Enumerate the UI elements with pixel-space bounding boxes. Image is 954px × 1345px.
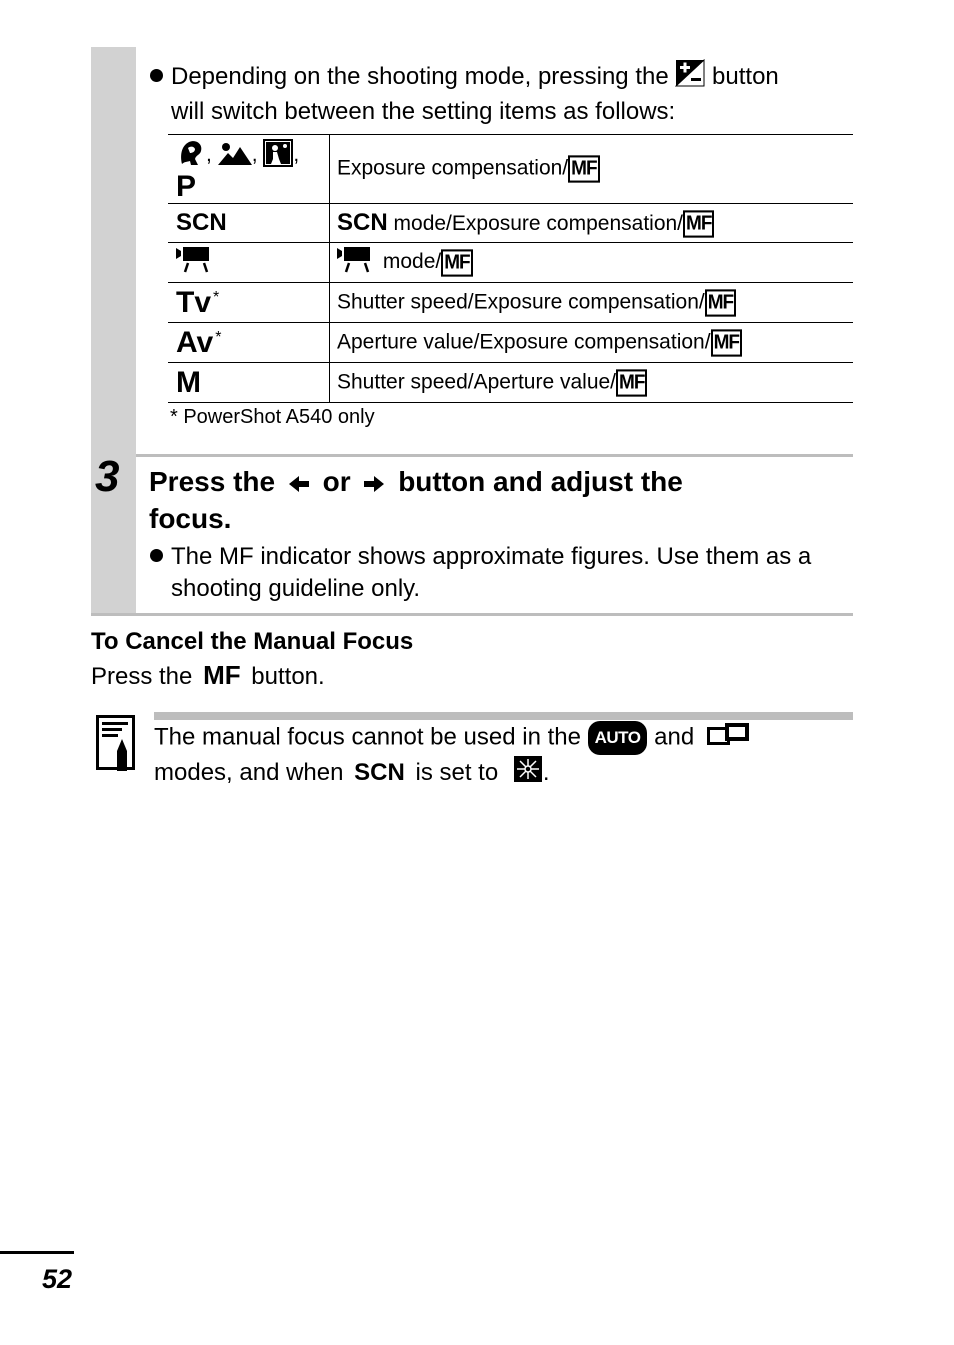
setting-cell: [330, 204, 854, 243]
mode-cell: [168, 135, 330, 204]
stitch-assist-icon: [707, 722, 751, 755]
mode-cell: [168, 243, 330, 283]
table-row: [168, 135, 853, 204]
setting-cell: [330, 323, 854, 363]
tv-mode-label: Tv: [176, 285, 212, 319]
table-row: [168, 243, 853, 283]
step-sidebar: [91, 47, 136, 615]
mf-icon: MF: [711, 329, 742, 356]
left-arrow-icon: [289, 466, 309, 501]
fireworks-icon: [513, 755, 543, 792]
bullet-dot: [150, 549, 163, 562]
av-mode-label: Av: [176, 325, 214, 359]
bullet2-line1: The MF indicator shows approximate figures. Use them as a: [171, 543, 812, 570]
bullet-dot: [150, 69, 163, 82]
note-period: .: [542, 758, 550, 786]
scn-mode-label: SCN: [337, 208, 388, 236]
note-set-to: is set to: [415, 758, 499, 786]
table-row: [168, 283, 853, 323]
note-text: [154, 721, 844, 792]
setting-cell: [330, 135, 854, 204]
note-line2: modes, and when: [154, 758, 344, 786]
bullet2-line2: shooting guideline only.: [171, 575, 421, 602]
footnote-marker: *: [215, 328, 222, 346]
note-and: and: [654, 723, 695, 751]
bullet-mf-indicator: [150, 541, 850, 605]
cancel-body: [91, 660, 325, 691]
setting-text: mode/: [382, 250, 442, 274]
movie-icon: [337, 246, 371, 280]
step-number: 3: [95, 452, 120, 501]
mode-cell: [168, 363, 330, 403]
cancel-text: button.: [251, 663, 325, 690]
separator: ,: [251, 142, 258, 166]
separator: ,: [206, 142, 212, 166]
heading-text: button and adjust the: [398, 466, 683, 497]
heading-line2: focus.: [149, 503, 232, 535]
scn-mode-label: SCN: [354, 758, 405, 786]
mf-icon: MF: [616, 369, 647, 396]
table-row: [168, 323, 853, 363]
heading-text: or: [322, 466, 351, 497]
bullet1-text-before: Depending on the shooting mode, pressing the: [171, 62, 669, 90]
note-line1: The manual focus cannot be used in the: [154, 723, 581, 751]
auto-icon: AUTO: [588, 721, 648, 755]
setting-items-table: [168, 134, 853, 403]
page-number: 52: [42, 1264, 73, 1294]
setting-cell: [330, 283, 854, 323]
page-number-rule: [0, 1251, 74, 1254]
mf-icon: MF: [203, 660, 241, 690]
bullet-setting-items: [150, 59, 840, 128]
mode-cell: [168, 323, 330, 363]
movie-icon: [176, 246, 210, 280]
table-row: [168, 204, 853, 243]
bullet1-line2: will switch between the setting items as follows:: [171, 98, 676, 125]
night-scene-icon: [263, 139, 293, 172]
note-divider: [154, 712, 853, 720]
section-bottom-rule: [91, 613, 853, 616]
program-mode-label: P: [176, 169, 197, 203]
heading-text: Press the: [149, 466, 276, 497]
mf-icon: MF: [705, 289, 736, 316]
separator: ,: [293, 142, 300, 166]
mf-icon: MF: [568, 155, 599, 182]
table-row: [168, 363, 853, 403]
setting-text: Aperture value/Exposure compensation/: [337, 330, 711, 354]
mode-cell: [168, 204, 330, 243]
setting-text: Shutter speed/Aperture value/: [337, 370, 617, 394]
right-arrow-icon: [364, 466, 384, 501]
mf-icon: MF: [683, 211, 714, 238]
portrait-icon: [176, 138, 206, 173]
bullet1-text-after: button: [712, 62, 779, 90]
mode-cell: [168, 283, 330, 323]
memo-note-icon: [96, 715, 138, 778]
manual-mode-label: M: [176, 365, 201, 399]
cancel-text: Press the: [91, 663, 193, 690]
landscape-icon: [218, 141, 252, 170]
step-heading: [149, 464, 829, 536]
mf-icon: MF: [441, 249, 472, 276]
setting-text: mode/Exposure compensation/: [393, 211, 684, 235]
table-footnote: * PowerShot A540 only: [170, 406, 375, 428]
setting-text: Shutter speed/Exposure compensation/: [337, 290, 705, 314]
footnote-marker: *: [213, 288, 220, 306]
scn-mode-label: SCN: [176, 209, 227, 236]
setting-cell: [330, 243, 854, 283]
setting-cell: [330, 363, 854, 403]
cancel-title: To Cancel the Manual Focus: [91, 628, 414, 655]
setting-text: Exposure compensation/: [337, 156, 569, 180]
exposure-compensation-icon: [675, 59, 705, 96]
step-divider: [136, 454, 853, 457]
